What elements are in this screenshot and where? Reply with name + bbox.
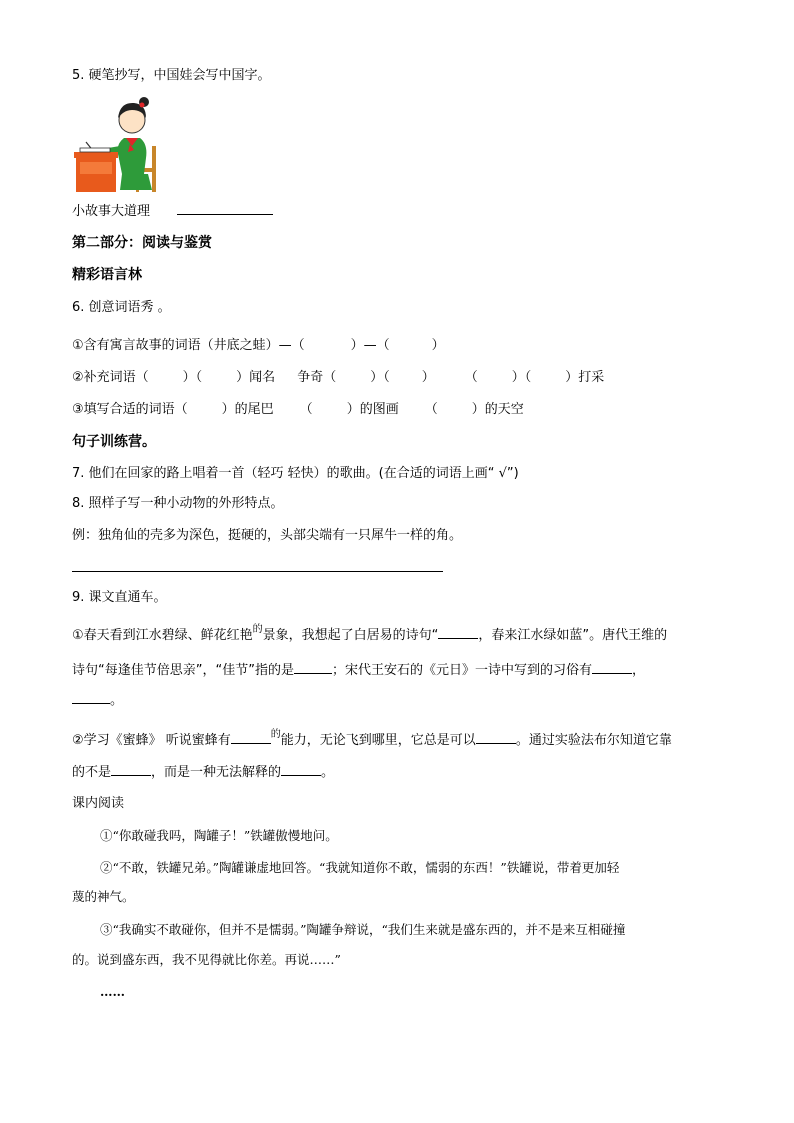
q9-answer-blank[interactable] (231, 731, 271, 744)
section-title: 句子训练营。 (72, 434, 156, 450)
q6-line3-text: （ (299, 402, 313, 417)
q7-text: 7. 他们在回家的路上唱着一首（轻巧 轻快）的歌曲。(在合适的词语上画“ √”) (72, 466, 519, 481)
q6-line1 (72, 336, 445, 356)
q9-p1-line3 (72, 691, 123, 711)
q5-story-line (72, 202, 273, 222)
q6-line3-text: ）的天空 (471, 402, 524, 417)
q9-answer-blank[interactable] (294, 661, 332, 674)
q8-title: 8. 照样子写一种小动物的外形特点。 (72, 496, 284, 511)
part2-title: 第二部分：阅读与鉴赏 (72, 235, 212, 251)
q6-line2-text: ）闻名 (236, 370, 276, 385)
q6-line3-text: ）的尾巴 (221, 402, 274, 417)
q9-text: 。 (110, 693, 124, 708)
q9-text: 能力，无论飞到哪里，它总是可以 (280, 733, 476, 748)
reading-paragraph: ①“你敢碰我吗，陶罐子！”铁罐傲慢地问。 (100, 828, 338, 843)
q9-p2-line2 (72, 763, 334, 783)
q9-text: ①春天看到江水碧绿、鲜花红艳 (72, 628, 253, 643)
q9-text: 的 (270, 729, 281, 740)
q9-p2-line1 (72, 731, 672, 752)
q9-text: 的 (252, 624, 263, 635)
q8-example: 例：独角仙的壳多为深色，挺硬的，头部尖端有一只犀牛一样的角。 (72, 528, 463, 543)
girl-writing-illustration (72, 94, 164, 194)
q9-title: 9. 课文直通车。 (72, 590, 167, 605)
q6-line2-text: ） (421, 370, 435, 385)
reading-paragraph: ③“我确实不敢碰你，但并不是懦弱。”陶罐争辩说，“我们生来就是盛东西的，并不是来互相碰撞 (100, 922, 626, 937)
q6-line2-text: 争奇（ (297, 370, 337, 385)
q5-story-label: 小故事大道理 (72, 204, 151, 219)
q6-line3-text: ③填写合适的词语（ (72, 402, 188, 417)
q9-text: 诗句“每逢佳节倍思亲”，“佳节”指的是 (72, 663, 294, 678)
q6-line1-text: ①含有寓言故事的词语（井底之蛙）—（ (72, 338, 305, 353)
q9-p1-line1 (72, 626, 667, 647)
q6-title: 6. 创意词语秀 。 (72, 300, 171, 315)
q5-title: 5. 硬笔抄写，中国娃会写中国字。 (72, 68, 271, 83)
q9-answer-blank[interactable] (592, 661, 632, 674)
q6-line1-text: ） (431, 338, 445, 353)
q9-answer-blank[interactable] (111, 763, 151, 776)
q9-text: ， (631, 663, 645, 678)
q8-answer-line[interactable] (72, 571, 443, 572)
reading-paragraph: 的。说到盛东西，我不见得就比你差。再说……” (72, 952, 341, 967)
q9-text: ；宋代王安石的《元日》一诗中写到的习俗有 (331, 663, 592, 678)
q9-p1-line2 (72, 661, 645, 681)
q9-answer-blank[interactable] (476, 731, 516, 744)
q6-line3-text: ）的图画 (346, 402, 399, 417)
q9-answer-blank[interactable] (72, 691, 110, 704)
q9-text: 。通过实验法布尔知道它靠 (515, 733, 672, 748)
q6-line2-text: ）打采 (565, 370, 605, 385)
q6-line3 (72, 400, 524, 420)
q6-line2-text: ）（ (370, 370, 390, 385)
q6-line2 (72, 368, 604, 388)
q9-text: 景象，我想起了白居易的诗句“ (262, 628, 439, 643)
reading-paragraph: 蔑的神气。 (72, 889, 135, 904)
q6-line2-text: ②补充词语（ (72, 370, 149, 385)
reading-title: 课内阅读 (72, 796, 125, 811)
q9-text: ，而是一种无法解释的 (151, 765, 282, 780)
reading-ellipsis: …… (100, 984, 125, 999)
q9-text: ②学习《蜜蜂》 听说蜜蜂有 (72, 733, 231, 748)
q6-line2-text: ）（ (182, 370, 203, 385)
q6-line2-text: （ (464, 370, 478, 385)
q9-text: ，春来江水绿如蓝”。唐代王维的 (478, 628, 668, 643)
section-title: 精彩语言林 (72, 267, 142, 283)
q6-line1-text: ）—（ (350, 338, 390, 353)
q6-line3-text: （ (424, 402, 438, 417)
q9-text: 的不是 (72, 765, 112, 780)
q9-text: 。 (321, 765, 335, 780)
q9-answer-blank[interactable] (281, 763, 321, 776)
reading-paragraph: ②“不敢，铁罐兄弟。”陶罐谦虚地回答。“我就知道你不敢，懦弱的东西！”铁罐说，带着更加轻 (100, 860, 620, 875)
q9-answer-blank[interactable] (438, 626, 478, 639)
q6-line2-text: ）（ (511, 370, 532, 385)
q5-answer-blank[interactable] (177, 202, 273, 215)
